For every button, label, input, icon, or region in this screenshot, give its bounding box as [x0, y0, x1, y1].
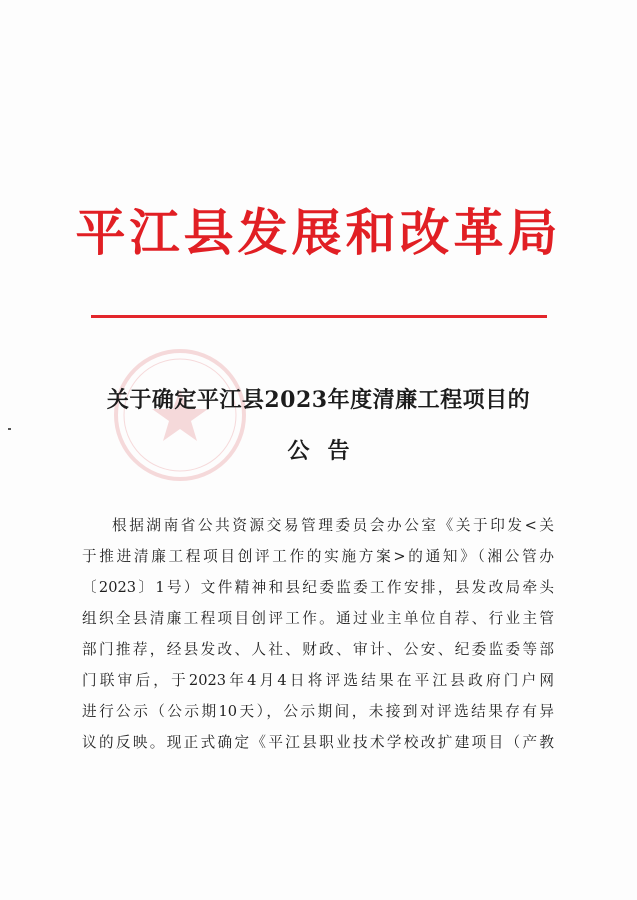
issuer-heading: 平江县发展和改革局 — [75, 203, 562, 262]
body-line: 门联审后，于2023年4月4日将评选结果在平江县政府门户网 — [82, 672, 554, 689]
body-paragraph — [82, 510, 554, 758]
body-line: 根据湖南省公共资源交易管理委员会办公室《关于印发<关 — [112, 517, 554, 534]
body-line: 〔2023〕1号）文件精神和县纪委监委工作安排，县发改局牵头 — [82, 579, 554, 596]
body-line: 进行公示（公示期10天），公示期间，未接到对评选结果存有异 — [82, 703, 554, 720]
body-line: 于推进清廉工程项目创评工作的实施方案>的通知》（湘公管办 — [82, 548, 554, 565]
body-line: 部门推荐，经县发改、人社、财政、审计、公安、纪委监委等部 — [82, 641, 554, 658]
document-title-line-2: 公告 — [287, 438, 368, 464]
body-line: 组织全县清廉工程项目创评工作。通过业主单位自荐、行业主管 — [82, 610, 554, 627]
red-separator-line — [91, 315, 547, 318]
body-line: 议的反映。现正式确定《平江县职业技术学校改扩建项目（产教 — [82, 734, 554, 751]
document-title-line-1: 关于确定平江县2023年度清廉工程项目的 — [106, 387, 531, 413]
scan-margin-mark — [8, 428, 11, 430]
